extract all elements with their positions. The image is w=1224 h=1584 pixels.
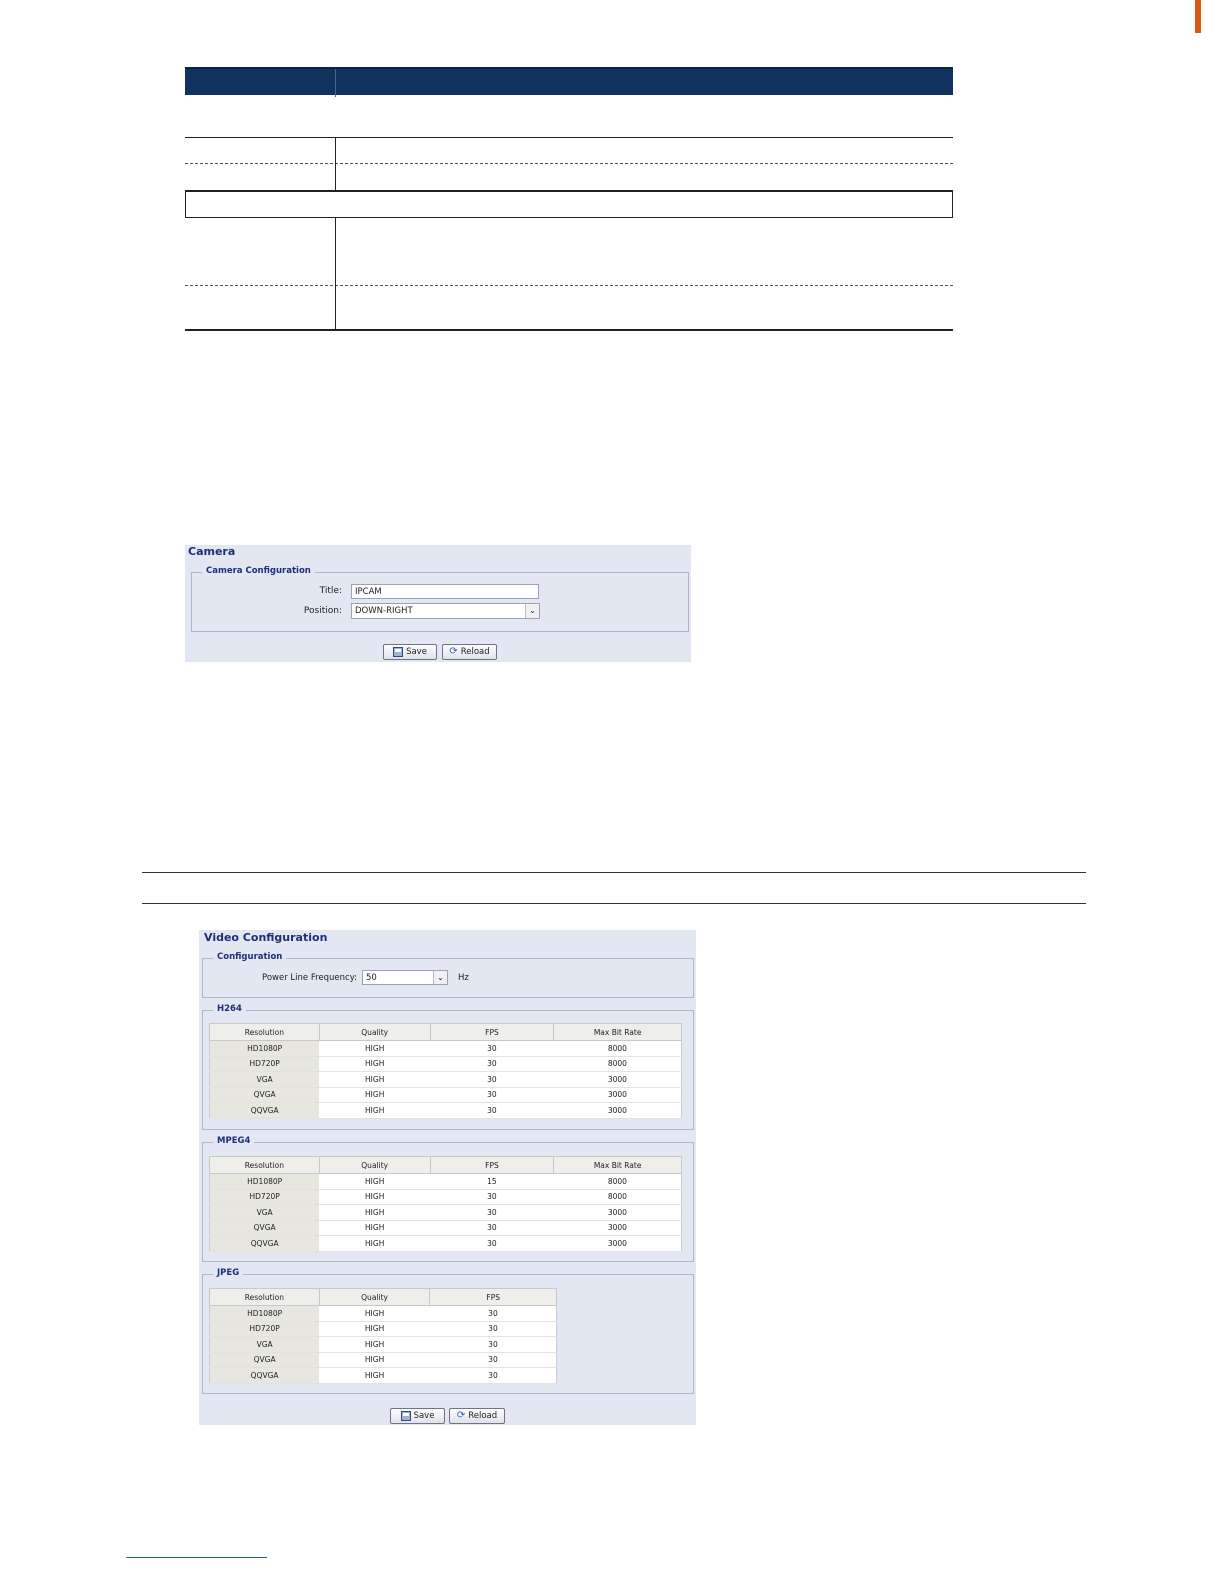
h264-legend: H264 — [213, 1004, 246, 1014]
quality-cell: HIGH — [319, 1236, 430, 1252]
mpeg4-col-bitrate: Max Bit Rate — [554, 1157, 682, 1174]
page-corner-mark — [1195, 0, 1201, 33]
jpeg-col-resolution: Resolution — [210, 1289, 320, 1306]
save-button-label: Save — [406, 647, 427, 657]
reload-button[interactable] — [442, 644, 497, 660]
camera-configuration-legend: Camera Configuration — [202, 566, 315, 576]
table-row[interactable] — [210, 1368, 557, 1384]
resolution-cell: HD720P — [210, 1321, 320, 1337]
save-icon — [401, 1411, 411, 1421]
resolution-cell: QQVGA — [210, 1103, 320, 1119]
quality-cell: HIGH — [319, 1087, 430, 1103]
jpeg-col-quality: Quality — [319, 1289, 430, 1306]
reload-button-label: Reload — [460, 647, 490, 657]
spec-table — [185, 67, 953, 330]
fps-cell: 30 — [430, 1205, 554, 1221]
bitrate-cell: 8000 — [554, 1041, 682, 1057]
quality-cell: HIGH — [319, 1103, 430, 1119]
quality-cell: HIGH — [319, 1368, 430, 1384]
resolution-cell: HD1080P — [210, 1306, 320, 1322]
jpeg-col-fps: FPS — [430, 1289, 557, 1306]
reload-icon: ⟳ — [449, 646, 458, 657]
fps-cell: 30 — [430, 1103, 554, 1119]
chevron-down-icon[interactable]: ⌄ — [525, 604, 539, 618]
fps-cell: 30 — [430, 1236, 554, 1252]
mpeg4-col-quality: Quality — [319, 1157, 430, 1174]
mpeg4-col-resolution: Resolution — [210, 1157, 320, 1174]
bitrate-cell: 3000 — [554, 1087, 682, 1103]
bitrate-cell: 3000 — [554, 1236, 682, 1252]
table-row[interactable] — [210, 1236, 682, 1252]
resolution-cell: VGA — [210, 1072, 320, 1088]
quality-cell: HIGH — [319, 1220, 430, 1236]
jpeg-table — [209, 1288, 557, 1384]
bitrate-cell: 3000 — [554, 1103, 682, 1119]
fps-cell: 30 — [430, 1352, 557, 1368]
position-label: Position: — [303, 606, 342, 616]
fps-cell: 30 — [430, 1087, 554, 1103]
jpeg-legend: JPEG — [213, 1268, 243, 1278]
table-row[interactable] — [210, 1087, 682, 1103]
h264-col-bitrate: Max Bit Rate — [554, 1024, 682, 1041]
table-row[interactable] — [210, 1352, 557, 1368]
video-save-button[interactable] — [390, 1408, 445, 1424]
camera-title: Camera — [188, 545, 236, 558]
fps-cell: 30 — [430, 1321, 557, 1337]
resolution-cell: QVGA — [210, 1087, 320, 1103]
mpeg4-table — [209, 1156, 682, 1252]
resolution-cell: HD720P — [210, 1056, 320, 1072]
resolution-cell: HD720P — [210, 1189, 320, 1205]
save-button[interactable] — [383, 644, 437, 660]
fps-cell: 15 — [430, 1174, 554, 1190]
camera-configuration-group — [191, 566, 689, 632]
quality-cell: HIGH — [319, 1056, 430, 1072]
resolution-cell: VGA — [210, 1337, 320, 1353]
quality-cell: HIGH — [319, 1321, 430, 1337]
section-rule-bottom — [142, 903, 1086, 904]
resolution-cell: QVGA — [210, 1220, 320, 1236]
h264-table — [209, 1023, 682, 1119]
table-row[interactable] — [210, 1189, 682, 1205]
reload-icon: ⟳ — [456, 1410, 466, 1421]
video-reload-button-label: Reload — [468, 1411, 498, 1421]
position-select-value: DOWN-RIGHT — [355, 606, 413, 616]
camera-panel — [185, 545, 691, 662]
quality-cell: HIGH — [319, 1072, 430, 1088]
video-configuration-panel — [199, 930, 696, 1425]
fps-cell: 30 — [430, 1072, 554, 1088]
quality-cell: HIGH — [319, 1205, 430, 1221]
configuration-legend: Configuration — [213, 952, 286, 962]
resolution-cell: VGA — [210, 1205, 320, 1221]
h264-col-quality: Quality — [319, 1024, 430, 1041]
table-row[interactable] — [210, 1103, 682, 1119]
table-row[interactable] — [210, 1072, 682, 1088]
quality-cell: HIGH — [319, 1189, 430, 1205]
mpeg4-col-fps: FPS — [430, 1157, 554, 1174]
power-line-frequency-unit: Hz — [458, 973, 469, 983]
fps-cell: 30 — [430, 1306, 557, 1322]
bitrate-cell: 3000 — [554, 1220, 682, 1236]
save-icon — [393, 647, 403, 657]
table-row[interactable] — [210, 1220, 682, 1236]
table-row[interactable] — [210, 1205, 682, 1221]
spec-table-header — [185, 67, 953, 95]
quality-cell: HIGH — [319, 1174, 430, 1190]
section-rule-top — [142, 872, 1086, 873]
table-row[interactable] — [210, 1056, 682, 1072]
fps-cell: 30 — [430, 1220, 554, 1236]
table-row[interactable] — [210, 1321, 557, 1337]
resolution-cell: QQVGA — [210, 1368, 320, 1384]
fps-cell: 30 — [430, 1337, 557, 1353]
chevron-down-icon[interactable]: ⌄ — [433, 971, 447, 984]
bitrate-cell: 8000 — [554, 1189, 682, 1205]
video-save-button-label: Save — [413, 1411, 435, 1421]
title-label: Title: — [319, 586, 342, 596]
fps-cell: 30 — [430, 1189, 554, 1205]
quality-cell: HIGH — [319, 1306, 430, 1322]
resolution-cell: HD1080P — [210, 1041, 320, 1057]
video-configuration-title: Video Configuration — [204, 931, 328, 944]
resolution-cell: QVGA — [210, 1352, 320, 1368]
h264-col-resolution: Resolution — [210, 1024, 320, 1041]
bitrate-cell: 8000 — [554, 1056, 682, 1072]
bitrate-cell: 8000 — [554, 1174, 682, 1190]
position-select[interactable] — [351, 603, 540, 619]
bitrate-cell: 3000 — [554, 1072, 682, 1088]
table-row[interactable] — [210, 1174, 682, 1190]
fps-cell: 30 — [430, 1041, 554, 1057]
power-line-frequency-label: Power Line Frequency: — [262, 973, 357, 983]
video-reload-button[interactable] — [449, 1408, 505, 1424]
resolution-cell: HD1080P — [210, 1174, 320, 1190]
power-line-frequency-select[interactable] — [362, 970, 448, 985]
quality-cell: HIGH — [319, 1352, 430, 1368]
quality-cell: HIGH — [319, 1337, 430, 1353]
quality-cell: HIGH — [319, 1041, 430, 1057]
table-row[interactable] — [210, 1337, 557, 1353]
resolution-cell: QQVGA — [210, 1236, 320, 1252]
h264-col-fps: FPS — [430, 1024, 554, 1041]
fps-cell: 30 — [430, 1368, 557, 1384]
table-row[interactable] — [210, 1306, 557, 1322]
table-row[interactable] — [210, 1041, 682, 1057]
fps-cell: 30 — [430, 1056, 554, 1072]
power-line-frequency-value: 50 — [366, 973, 377, 983]
spec-table-span-row — [185, 191, 953, 218]
title-input[interactable]: IPCAM — [351, 584, 539, 599]
mpeg4-legend: MPEG4 — [213, 1136, 254, 1146]
bitrate-cell: 3000 — [554, 1205, 682, 1221]
footnote-rule — [126, 1557, 267, 1558]
